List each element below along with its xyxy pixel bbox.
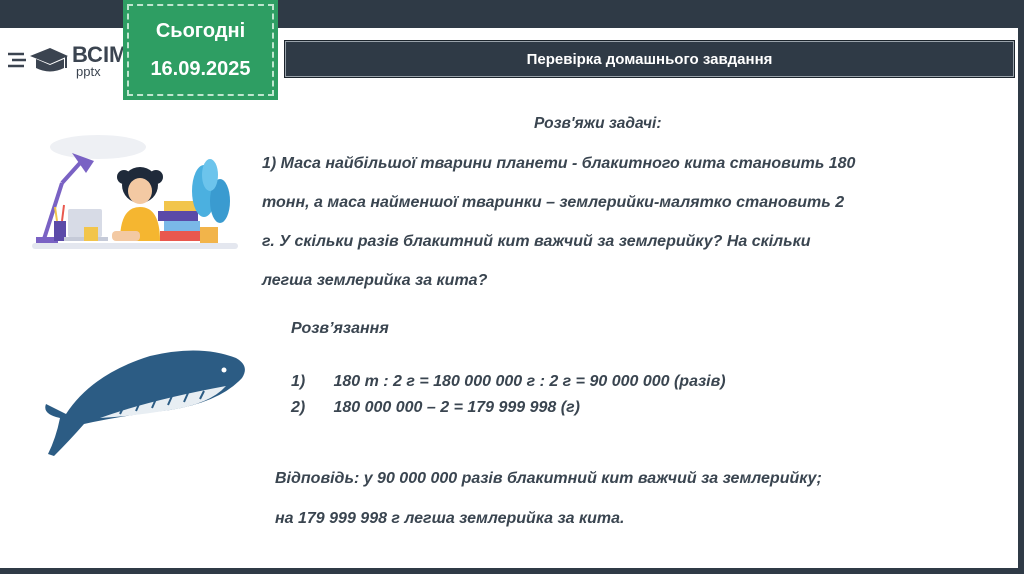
solution-item [291,369,726,395]
girl-studying-illustration [28,135,243,255]
graduation-cap-icon [6,44,70,78]
bottom-frame-bar [0,568,1024,574]
task-line: тонн, а маса найменшої тваринки – землерийки-малятко становить 2 [262,194,845,211]
right-frame-bar [1018,28,1024,574]
answer-line: на 179 999 998 г легша землерийка за кита. [275,510,625,527]
solution-item-number: 1) [291,373,306,390]
task-line: легша землерийка за кита? [262,272,488,289]
answer-line: Відповідь: у 90 000 000 разів блакитний кит важчий за землерийку; [275,470,822,487]
solution-list [291,369,726,421]
task-line: 1) Маса найбільшої тварини планети - блакитного кита становить 180 [262,155,856,172]
slide-title-bar [284,40,1015,78]
solution-item [291,395,726,421]
task-line: г. У скільки разів блакитний кит важчий за землерийку? На скільки [262,233,811,250]
logo-subtitle: pptx [76,64,101,79]
solution-heading: Розв’язання [291,320,389,337]
date-label: Сьогодні [155,20,246,42]
solution-item-text: 180 т : 2 г = 180 000 000 г : 2 г = 90 000 000 (разів) [333,373,726,390]
solution-item-number: 2) [291,399,306,416]
task-heading: Розв'яжи задачі: [534,115,662,132]
logo-word: ВСІМ [72,42,128,67]
whale-illustration [40,344,250,460]
date-value: 16.09.2025 [150,58,251,80]
solution-item-text: 180 000 000 – 2 = 179 999 998 (г) [333,399,580,416]
vsim-logo [6,40,128,80]
answer-block [275,466,995,546]
date-badge [127,4,274,96]
slide-title: Перевірка домашнього завдання [526,51,773,68]
task-text [262,144,982,300]
